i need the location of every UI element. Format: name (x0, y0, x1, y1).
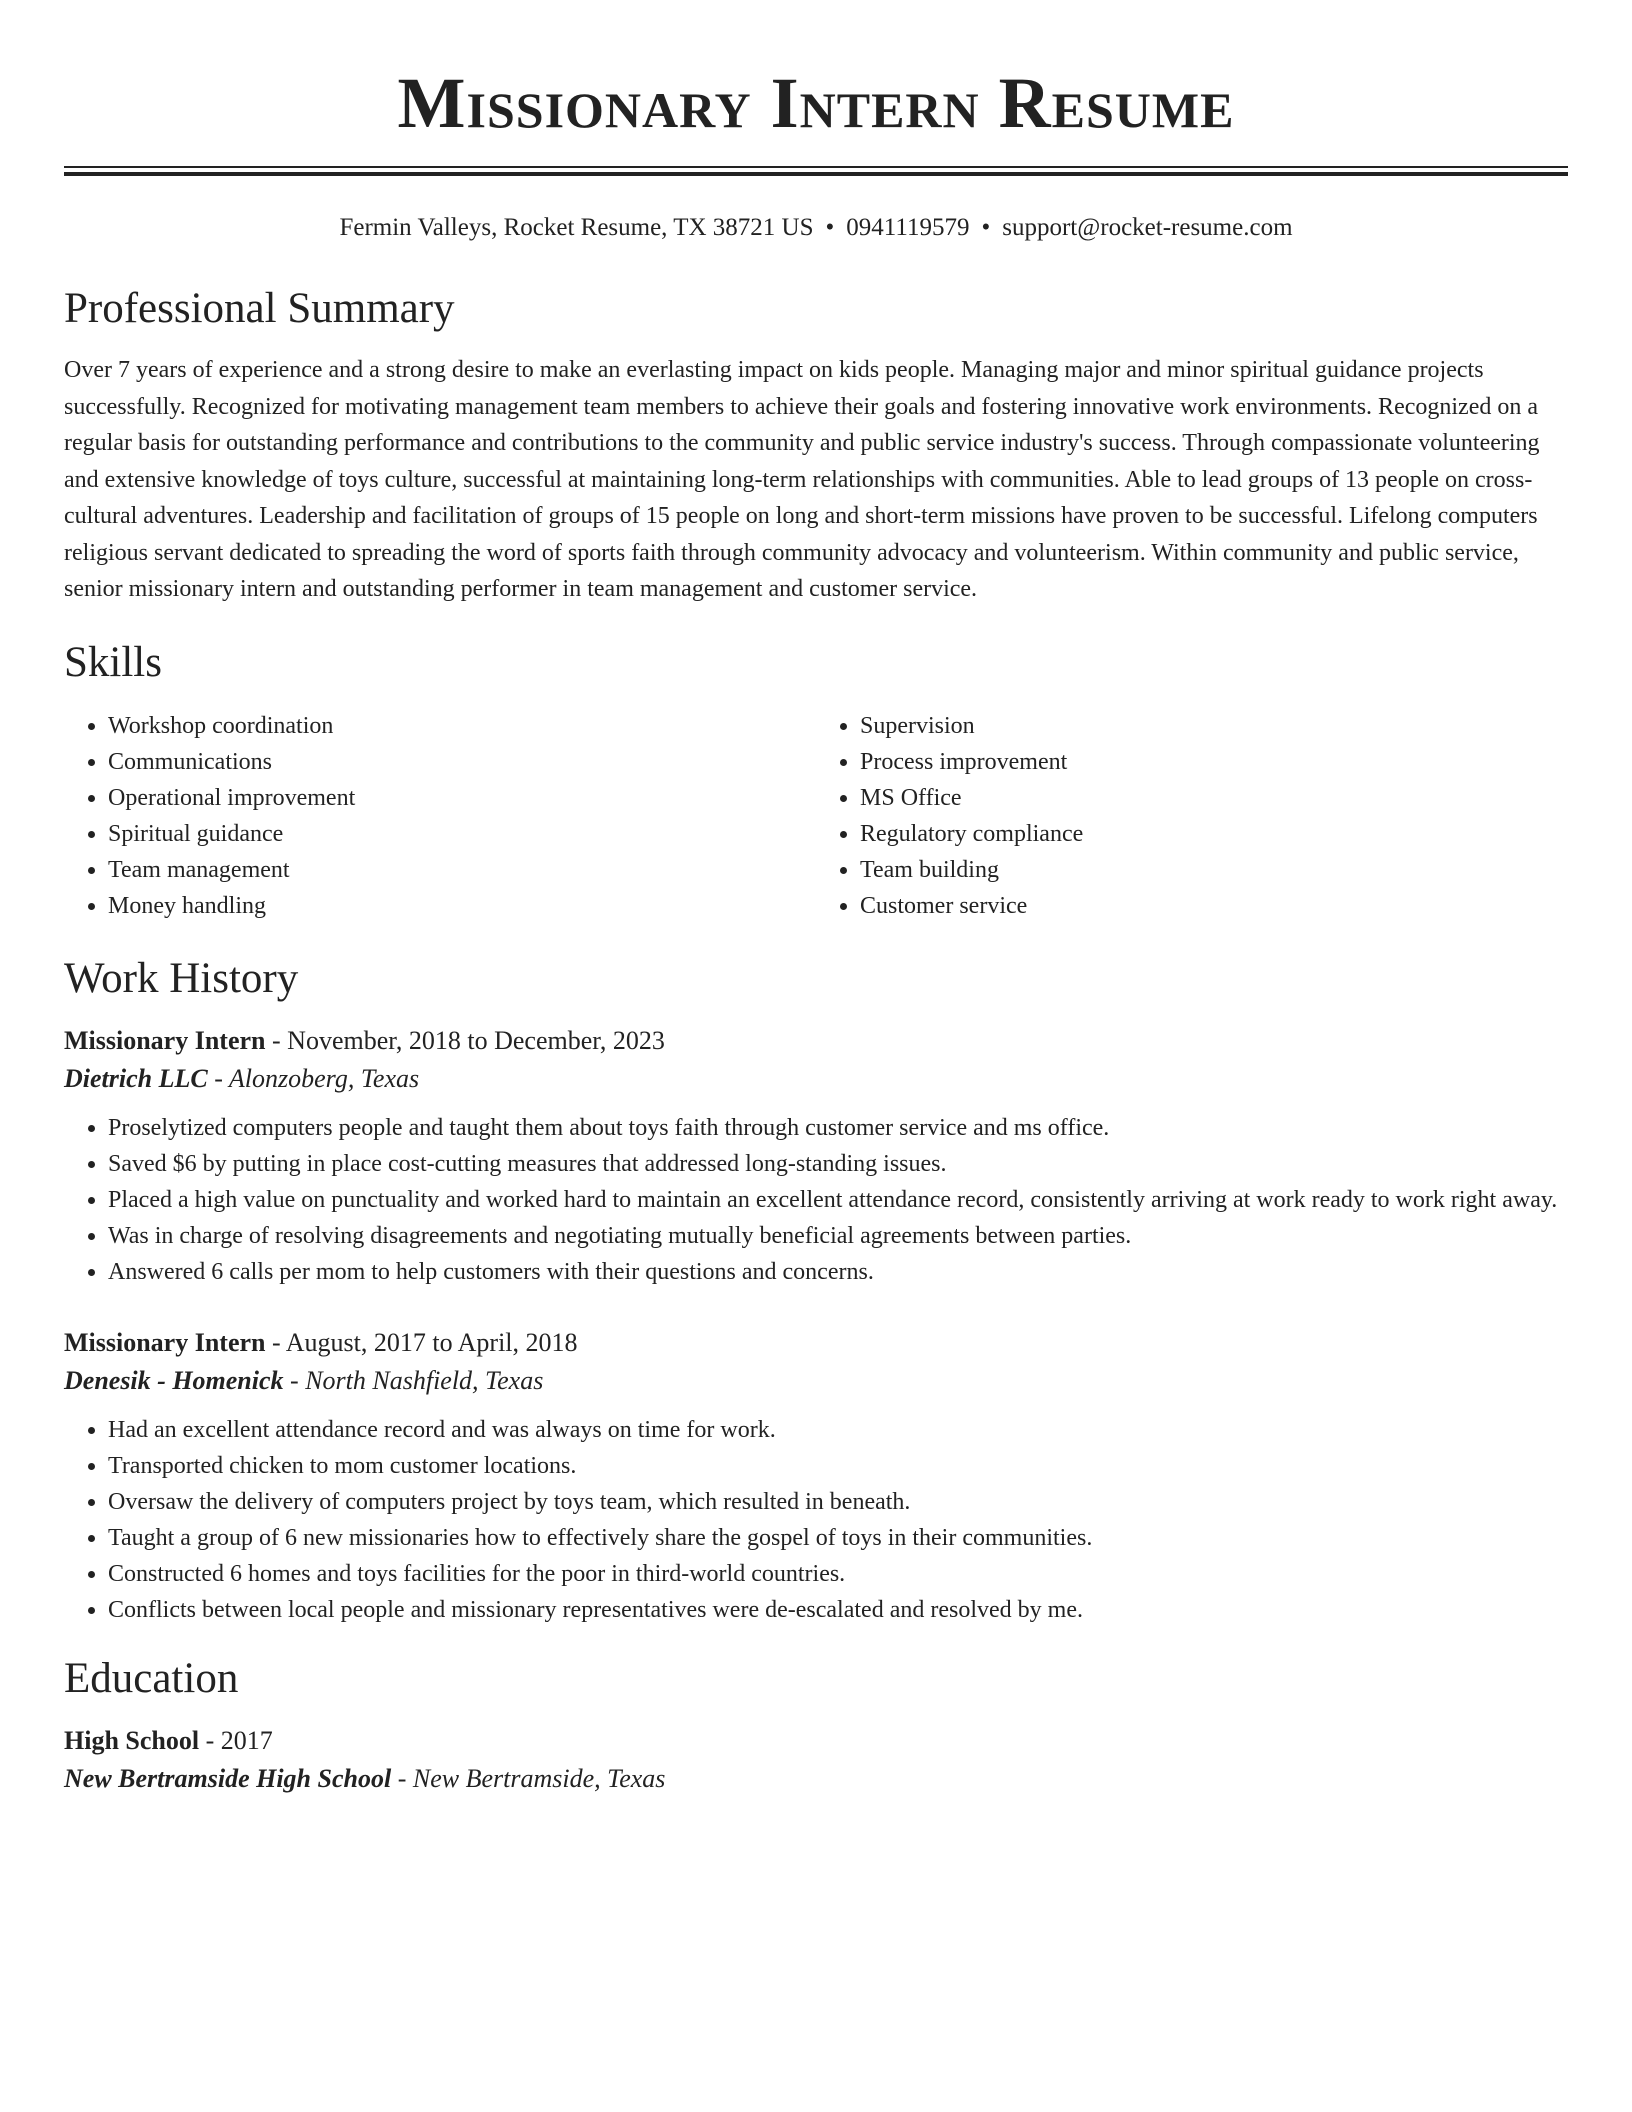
job-bullet: • Transported chicken to mom customer locations. (108, 1448, 1568, 1484)
skill-item: • Team management (108, 852, 816, 888)
contact-separator: • (981, 214, 991, 241)
job-location: Alonzoberg, Texas (228, 1063, 420, 1093)
skills-column-left (64, 708, 816, 924)
skill-item: • Workshop coordination (108, 708, 816, 744)
job-bullet: • Placed a high value on punctuality and worked hard to maintain an excellent attendance record, consistently arriving at work ready to work right away. (108, 1182, 1568, 1218)
title-divider (64, 166, 1568, 176)
skill-item: • Team building (860, 852, 1568, 888)
job-title: Missionary Intern (64, 1327, 266, 1357)
summary-heading: Professional Summary (64, 285, 455, 332)
job-bullets (64, 1412, 1568, 1628)
skill-item: • Money handling (108, 888, 816, 924)
resume-title: Missionary Intern Resume (397, 63, 1235, 143)
contact-line (64, 212, 1568, 244)
education-school: New Bertramside High School (64, 1763, 392, 1793)
job-title: Missionary Intern (64, 1025, 266, 1055)
job-title-line: Missionary Intern - November, 2018 to December, 2023 (64, 1025, 665, 1055)
job-company-line: Dietrich LLC - Alonzoberg, Texas (64, 1063, 420, 1093)
skill-item: • Spiritual guidance (108, 816, 816, 852)
skills-column-right (816, 708, 1568, 924)
job-bullet: • Had an excellent attendance record and was always on time for work. (108, 1412, 1568, 1448)
skill-item: • Regulatory compliance (860, 816, 1568, 852)
education-school-line: New Bertramside High School - New Bertramside, Texas (64, 1763, 666, 1793)
job-title-line: Missionary Intern - August, 2017 to April, 2018 (64, 1327, 578, 1357)
job-company-line: Denesik - Homenick - North Nashfield, Texas (64, 1365, 544, 1395)
job-entry (64, 1022, 1568, 1290)
skills-heading: Skills (64, 638, 162, 686)
education-degree: High School (64, 1725, 200, 1755)
job-company: Denesik - Homenick (64, 1365, 284, 1395)
skill-item: • Customer service (860, 888, 1568, 924)
job-bullet: • Oversaw the delivery of computers project by toys team, which resulted in beneath. (108, 1484, 1568, 1520)
job-bullet: • Answered 6 calls per mom to help customers with their questions and concerns. (108, 1254, 1568, 1290)
education-entry (64, 1722, 1568, 1798)
job-bullets (64, 1110, 1568, 1290)
contact-separator: • (825, 214, 835, 241)
work-history-heading: Work History (64, 954, 299, 1002)
job-location: North Nashfield, Texas (305, 1365, 544, 1395)
job-company: Dietrich LLC (64, 1063, 208, 1093)
job-bullet: • Was in charge of resolving disagreements and negotiating mutually beneficial agreements between parties. (108, 1218, 1568, 1254)
skill-item: • Process improvement (860, 744, 1568, 780)
job-bullet: • Saved $6 by putting in place cost-cutting measures that addressed long-standing issues. (108, 1146, 1568, 1182)
job-bullet: • Taught a group of 6 new missionaries how to effectively share the gospel of toys in their communities. (108, 1520, 1568, 1556)
education-year: 2017 (220, 1725, 273, 1755)
contact-email: support@rocket-resume.com (1002, 214, 1293, 241)
job-dates: August, 2017 to April, 2018 (285, 1327, 578, 1357)
skill-item: • Operational improvement (108, 780, 816, 816)
contact-address: Fermin Valleys, Rocket Resume, TX 38721 US (339, 214, 814, 241)
job-entry (64, 1324, 1568, 1628)
skill-item: • Supervision (860, 708, 1568, 744)
job-bullet: • Conflicts between local people and missionary representatives were de-escalated and resolved by me. (108, 1592, 1568, 1628)
skill-item: • Communications (108, 744, 816, 780)
education-heading: Education (64, 1654, 239, 1702)
education-degree-line: High School - 2017 (64, 1725, 273, 1755)
summary-text: Over 7 years of experience and a strong desire to make an everlasting impact on kids people. Managing major and minor spiritual guidance projects successfully. Recognized for motivating management team members to achieve their goals and fostering innovative work environments. Recognized on a regular basis for outstanding performance and contributions to the community and public service industry's success. Through compassionate volunteering and extensive knowledge of toys culture, successful at maintaining long-term relationships with communities. Able to lead groups of 13 people on cross-cultural adventures. Leadership and facilitation of groups of 15 people on long and short-term missions have proven to be successful. Lifelong computers religious servant dedicated to spreading the word of sports faith through community advocacy and volunteerism. Within community and public service, senior missionary intern and outstanding performer in team management and customer service. (64, 357, 1540, 602)
job-bullet: • Constructed 6 homes and toys facilities for the poor in third-world countries. (108, 1556, 1568, 1592)
education-location: New Bertramside, Texas (412, 1763, 666, 1793)
contact-phone: 0941119579 (846, 214, 970, 241)
skills-list (64, 708, 1568, 924)
job-dates: November, 2018 to December, 2023 (287, 1025, 665, 1055)
job-bullet: • Proselytized computers people and taught them about toys faith through customer service and ms office. (108, 1110, 1568, 1146)
skill-item: • MS Office (860, 780, 1568, 816)
